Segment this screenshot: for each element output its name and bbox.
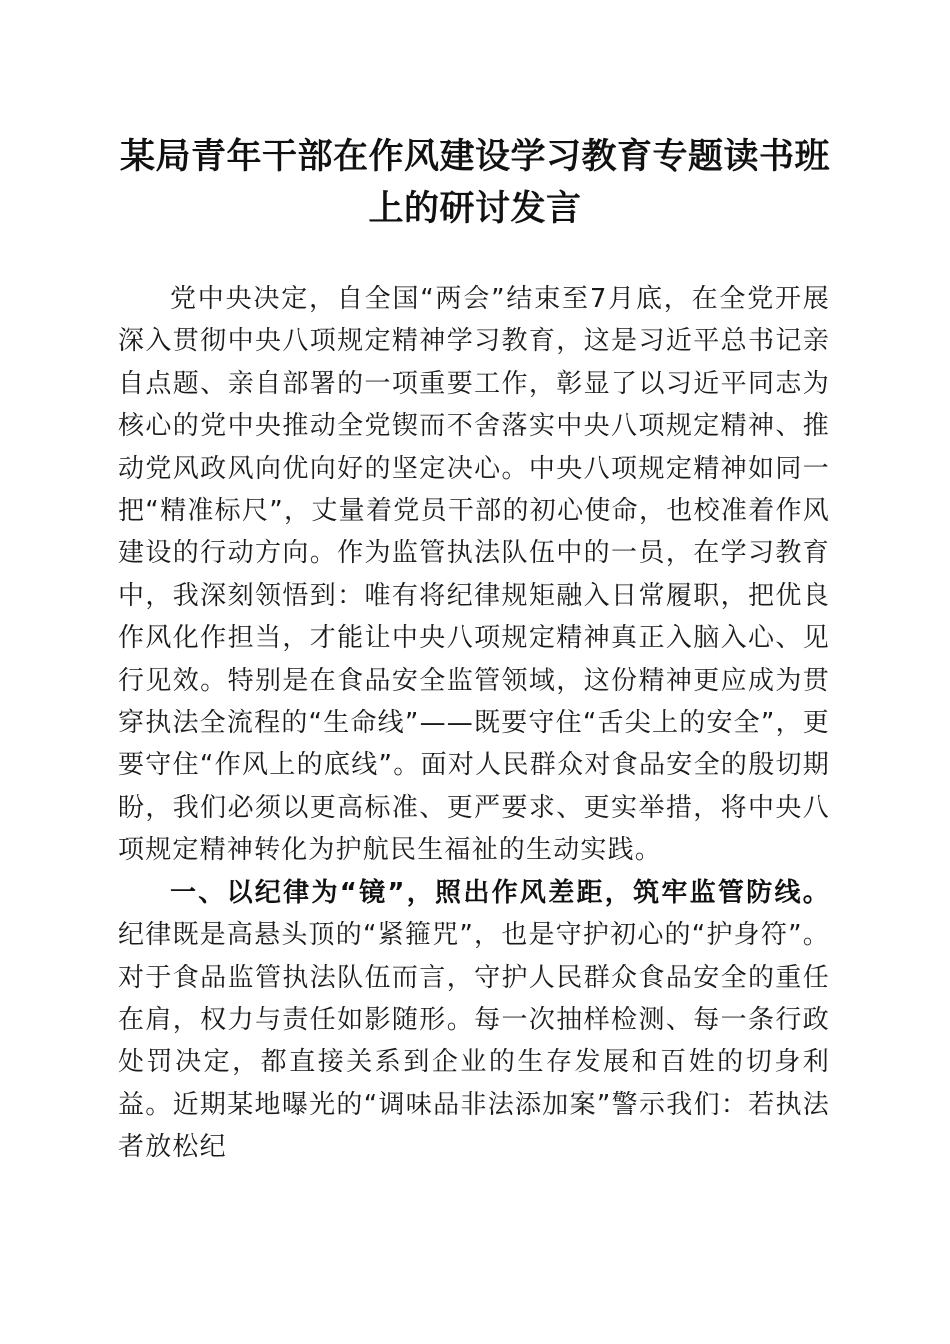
section-1-heading: 一、以纪律为“镜”，照出作风差距，筑牢监管防线。 xyxy=(170,877,830,908)
title-line-2: 上的研讨发言 xyxy=(368,188,582,229)
section-1-text: 纪律既是高悬头顶的“紧箍咒”，也是守护初心的“护身符”。对于食品监管执法队伍而言，守护人民群众食品安全的重任在肩，权力与责任如影随形。每一次抽样检测、每一条行政处罚决定，都直接关系到企业的生存发展和百姓的切身利益。近期某地曝光的“调味品非法添加案”警示我们：若执法者放松纪 xyxy=(118,920,830,1163)
document-body xyxy=(118,278,830,1169)
title-line-1: 某局青年干部在作风建设学习教育专题读书班 xyxy=(119,136,830,177)
intro-paragraph: 党中央决定，自全国“两会”结束至7月底，在全党开展深入贯彻中央八项规定精神学习教育，这是习近平总书记亲自点题、亲自部署的一项重要工作，彰显了以习近平同志为核心的党中央推动全党锲而不舍落实中央八项规定精神、推动党风政风向优向好的坚定决心。中央八项规定精神如同一把“精准标尺”，丈量着党员干部的初心使命，也校准着作风建设的行动方向。作为监管执法队伍中的一员，在学习教育中，我深刻领悟到：唯有将纪律规矩融入日常履职，把优良作风化作担当，才能让中央八项规定精神真正入脑入心、见行见效。特别是在食品安全监管领域，这份精神更应成为贯穿执法全流程的“生命线”——既要守住“舌尖上的安全”，更要守住“作风上的底线”。面对人民群众对食品安全的殷切期盼，我们必须以更高标准、更严要求、更实举措，将中央八项规定精神转化为护航民生福祉的生动实践。 xyxy=(118,284,830,866)
section-1-paragraph xyxy=(118,872,830,1169)
document-title xyxy=(100,131,850,235)
